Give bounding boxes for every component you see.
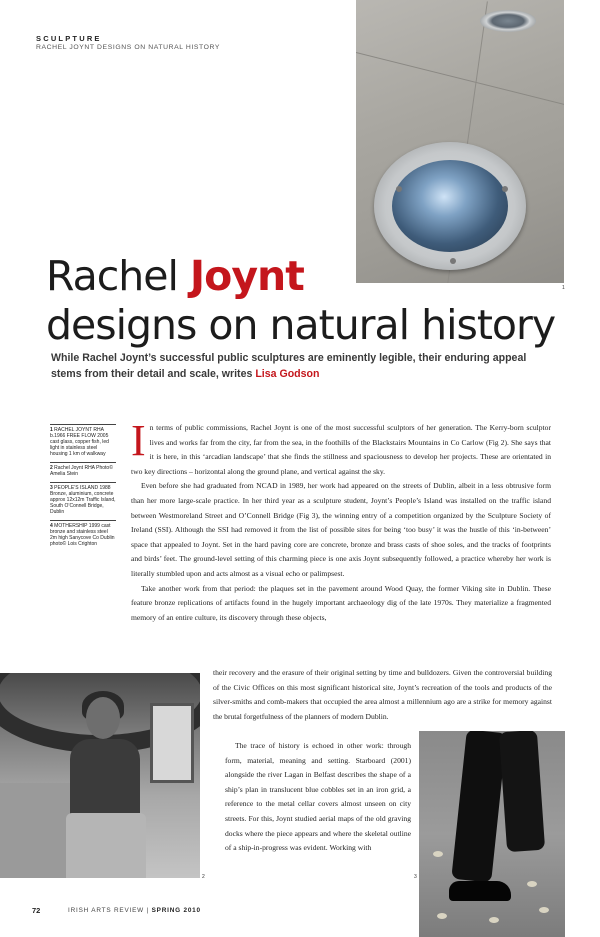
body-paragraph: their recovery and the erasure of their original setting by time and bulldozers. Given the controversial building of the Civic Offices on this most significant historical site, Joynt’s recreation of the tools and products of the silver-smiths and comb-makers that occupied the area almost a millennium ago are a strike for memory against the brutal forgetfulness of the planners of modern Dublin. (213, 668, 552, 721)
pavement-seam (356, 52, 564, 116)
body-column-continued (213, 666, 552, 724)
bronze-footprint (539, 907, 549, 913)
body-column-main (131, 416, 551, 625)
peoples-island-photo (419, 731, 565, 937)
bronze-footprint (437, 913, 447, 919)
body-paragraph: Even before she had graduated from NCAD in 1989, her work had appeared on the streets of Dublin, albeit in a less obtrusive form than her more large-scale practice. In her third year as a sculpture student, Joynt’s People’s Island was installed on the traffic island between Westmoreland Street and O’Connell Bridge (Fig 3), the winning entry of a competition organized by the Sculpture Society of Ireland (SSI). Although the SSI had removed it from the list of possible sites for being ‘too busy’ it was the hustle of this ‘in-between’ space that appealed to Joynt. Set in the hard paving core are concrete, bronze and brass casts of shoe soles, and the tracks of footprints and birds’ feet. The ground-level setting of this charming piece is one axis Joynt subsequently followed, a practice whereby her work is literally stumbled upon and acts almost as a visual echo or palimpsest. (131, 481, 551, 578)
figure-number-2: 2 (202, 874, 205, 880)
lens-pavement-photo (356, 0, 564, 283)
bolt (396, 186, 402, 192)
portrait-torso (70, 739, 140, 819)
caption-text: MOTHERSHIP 1999 cast bronze and stainless steel 2m high Sanycove Co Dublin photo© Lois Crighton (50, 523, 115, 547)
drop-cap: I (131, 416, 146, 465)
caption-item (50, 462, 116, 477)
footer-publication (68, 907, 201, 914)
caption-text: PEOPLE’S ISLAND 1988 Bronze, aluminium, concrete approx 12x12m Traffic Island, South O’Connell Bridge, Dublin (50, 485, 116, 515)
body-paragraph: The trace of history is echoed in other work: through form, material, meaning and setting. Starboard (2001) alongside the river Lagan in Belfast describes the shape of a ship’s plan in translucent blue cobbles set in an iron grid, a reference to the metal cellar covers almost unseen on city streets. For this, Joynt studied aerial maps of the old graving docks where the piece appears and where the skeletal outline of a ship-in-progress was evident. Working with (225, 741, 411, 853)
portrait-head (86, 697, 120, 739)
standfirst (51, 350, 551, 382)
studio-window (150, 703, 194, 783)
caption-number: 1 (50, 427, 53, 433)
page-number: 72 (32, 906, 41, 915)
body-paragraph (131, 416, 551, 479)
issue-name: SPRING 2010 (151, 907, 201, 914)
caption-text: Rachel Joynt RHA Photo© Amelia Stein (50, 465, 113, 477)
bronze-footprint (527, 881, 537, 887)
studio-shelf (0, 783, 70, 878)
headline-surname: Joynt (189, 252, 304, 300)
bronze-footprint (433, 851, 443, 857)
author-name: Lisa Godson (255, 368, 320, 380)
headline-name: Rachel (46, 252, 190, 300)
caption-item (50, 482, 116, 515)
standfirst-text: While Rachel Joynt’s successful public sculptures are eminently legible, their enduring appeal stems from their detail and scale, writes (51, 352, 527, 380)
walking-leg (451, 731, 506, 883)
headline-line-2: designs on natural history (46, 301, 556, 349)
body-paragraph: Take another work from that period: the plaques set in the pavement around Wood Quay, the former Viking site in Dublin. These feature bronze replications of artifacts found in the hugely important archaeology dig of the late 1970s. They materialize a fragmented memory of an entire culture, its discovery through these objects, (131, 583, 551, 622)
lens-glass (392, 160, 508, 252)
paragraph-text: n terms of public commissions, Rachel Joynt is one of the most successful sculptors of her generation. The Kerry-born sculptor lives and works far from the city, far from the sea, in the foothills of the Blackstairs Mountains in Co Carlow (Fig 2). She says that it is here, in this ‘arcadian landscape’ that she finds the stillness and spaciousness to develop her projects. These are orientated in two key directions – horizontal along the ground plane, and vertical against the sky. (131, 423, 551, 476)
section-subtitle: RACHEL JOYNT DESIGNS ON NATURAL HISTORY (36, 44, 221, 51)
caption-number: 4 (50, 523, 53, 529)
artist-portrait-photo (0, 673, 200, 878)
captions (50, 424, 116, 552)
caption-text: RACHEL JOYNT RHA b.1966 FREE FLOW 2005 cast glass, copper fish, led light in stainless steel housing 1 km of walkway (50, 427, 109, 457)
body-column-narrow (225, 739, 411, 856)
caption-number: 2 (50, 465, 53, 471)
headline-line-1 (46, 252, 596, 300)
shoe (449, 881, 511, 901)
publication-name: IRISH ARTS REVIEW | (68, 907, 152, 914)
headline (46, 252, 596, 349)
walking-leg (499, 731, 545, 852)
portrait-skirt (66, 813, 146, 878)
distant-lens (480, 10, 536, 32)
bolt (502, 186, 508, 192)
caption-item (50, 424, 116, 457)
bronze-footprint (489, 917, 499, 923)
caption-number: 3 (50, 485, 53, 491)
figure-number-3: 3 (414, 874, 417, 880)
section-kicker: SCULPTURE (36, 34, 102, 43)
figure-number-1: 1 (562, 285, 565, 291)
caption-item (50, 520, 116, 547)
